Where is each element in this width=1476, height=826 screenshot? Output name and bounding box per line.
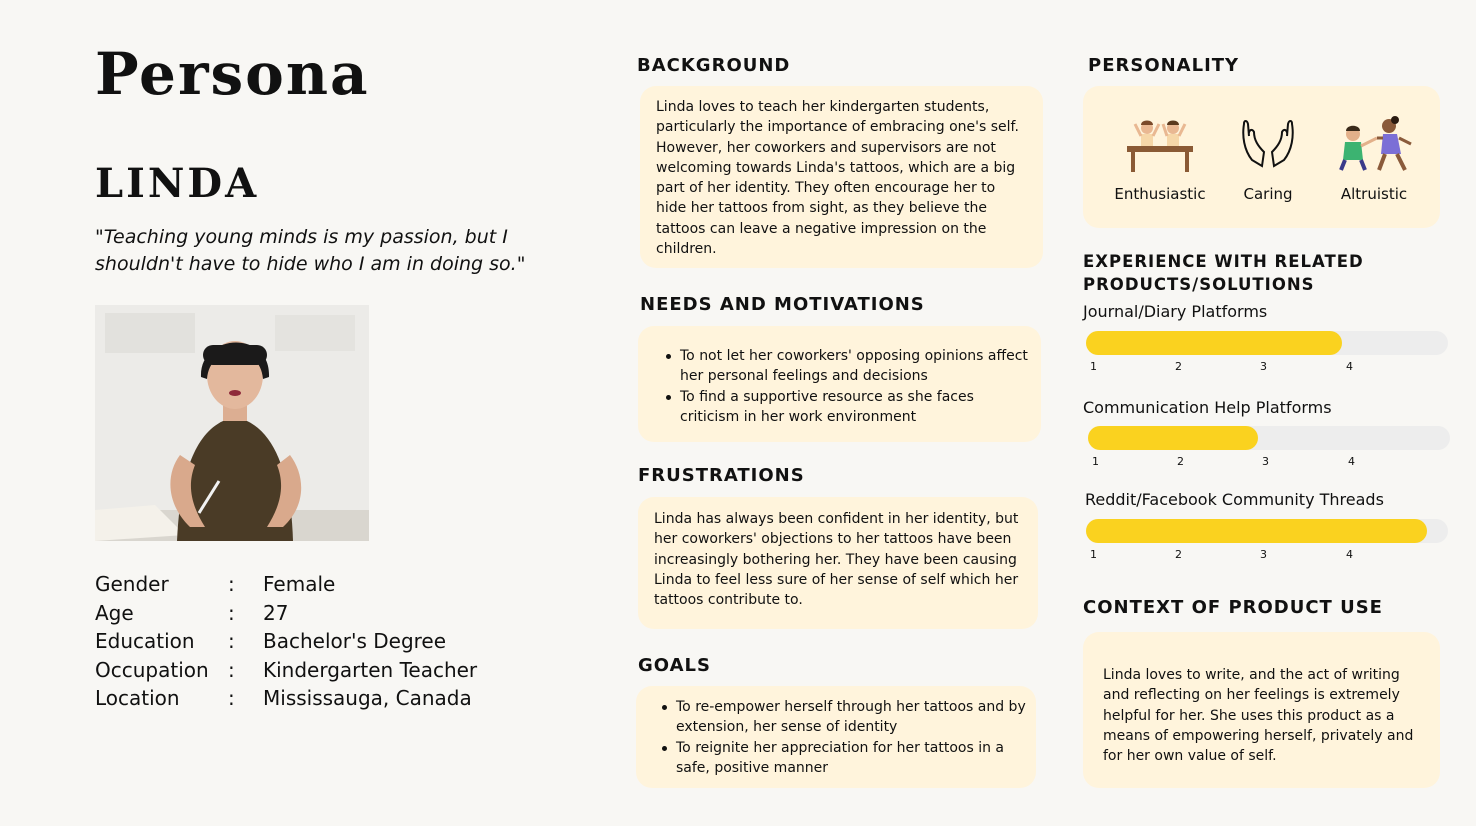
personality-card <box>1083 86 1440 228</box>
list-item: To find a supportive resource as she faces criticism in her work environment <box>664 387 1031 428</box>
goals-list <box>660 697 1026 778</box>
tick-label: 3 <box>1262 455 1269 468</box>
bar-label: Communication Help Platforms <box>1083 398 1332 417</box>
background-text: Linda loves to teach her kindergarten students, particularly the importance of embracing one's self. However, her coworkers and supervisors are not welcoming towards Linda's tattoos, which are a big part of her identity. They often encourage her to hide her tattoos from sight, as they believe the tattoos can leave a negative impression on the children. <box>656 99 1019 258</box>
tick-label: 4 <box>1346 360 1353 373</box>
bar-label: Journal/Diary Platforms <box>1083 302 1268 321</box>
persona-quote: "Teaching young minds is my passion, but I shouldn't have to hide who I am in doing so." <box>95 226 526 275</box>
fact-value: Female <box>263 572 336 596</box>
fact-value: 27 <box>263 600 289 625</box>
bar-fill <box>1086 519 1427 543</box>
tick-label: 1 <box>1090 548 1097 561</box>
page-title: Persona <box>95 40 370 108</box>
bar-fill <box>1088 426 1258 450</box>
frustrations-text: Linda has always been confident in her identity, but her coworkers' objections to her tattoos have been increasingly bothering her. They have been causing Linda to feel less sure of her sense of self which her tattoos contribute to. <box>654 511 1019 609</box>
tick-label: 1 <box>1092 455 1099 468</box>
trait-caring <box>1223 116 1313 204</box>
bar-ticks <box>1088 455 1450 469</box>
bar-track <box>1086 519 1448 543</box>
trait-label: Caring <box>1243 185 1293 203</box>
fact-separator: : <box>228 600 235 625</box>
bar-ticks <box>1086 360 1448 374</box>
list-item: To not let her coworkers' opposing opinions affect her personal feelings and decisions <box>664 346 1031 387</box>
trait-label: Altruistic <box>1340 185 1408 203</box>
personality-heading: PERSONALITY <box>1088 55 1240 76</box>
tick-label: 4 <box>1346 548 1353 561</box>
children-at-desk-icon <box>1125 116 1195 174</box>
fact-separator: : <box>228 572 235 596</box>
trait-enthusiastic <box>1105 116 1215 204</box>
tick-label: 3 <box>1260 548 1267 561</box>
context-card <box>1083 632 1440 788</box>
goals-card <box>636 686 1036 788</box>
bar-track <box>1086 331 1448 355</box>
fact-label: Age <box>95 600 134 625</box>
list-item: To re-empower herself through her tattoos and by extension, her sense of identity <box>660 697 1026 738</box>
goals-heading: GOALS <box>638 655 711 676</box>
frustrations-card <box>638 497 1038 629</box>
fact-label: Location <box>95 686 180 710</box>
open-hands-icon <box>1238 116 1298 174</box>
persona-name: LINDA <box>95 160 260 207</box>
frustrations-heading: FRUSTRATIONS <box>638 465 805 486</box>
persona-photo <box>95 305 369 541</box>
fact-value: Mississauga, Canada <box>263 686 472 710</box>
tick-label: 1 <box>1090 360 1097 373</box>
fact-value: Kindergarten Teacher <box>263 657 478 682</box>
background-heading: BACKGROUND <box>637 55 791 76</box>
trait-altruistic <box>1321 116 1427 204</box>
bar-ticks <box>1086 548 1448 562</box>
bar-label: Reddit/Facebook Community Threads <box>1085 490 1384 509</box>
tick-label: 2 <box>1177 455 1184 468</box>
bar-track <box>1088 426 1450 450</box>
list-item: To reignite her appreciation for her tattoos in a safe, positive manner <box>660 738 1026 779</box>
trait-label: Enthusiastic <box>1114 185 1206 203</box>
fact-value: Bachelor's Degree <box>263 629 447 653</box>
context-heading: CONTEXT OF PRODUCT USE <box>1083 597 1383 618</box>
tick-label: 4 <box>1348 455 1355 468</box>
fact-separator: : <box>228 686 235 710</box>
fact-label: Gender <box>95 572 169 596</box>
context-text: Linda loves to write, and the act of writing and reflecting on her feelings is extremely helpful for her. She uses this product as a means of empowering herself, privately and for her own value of self. <box>1103 667 1414 765</box>
fact-separator: : <box>228 657 235 682</box>
fact-label: Occupation <box>95 657 209 682</box>
tick-label: 3 <box>1260 360 1267 373</box>
needs-heading: NEEDS AND MOTIVATIONS <box>640 294 925 315</box>
tick-label: 2 <box>1175 548 1182 561</box>
needs-card <box>638 326 1041 442</box>
fact-label: Education <box>95 629 195 653</box>
background-card <box>640 86 1043 268</box>
fact-separator: : <box>228 629 235 653</box>
needs-list <box>664 346 1031 427</box>
bar-fill <box>1086 331 1342 355</box>
helping-children-icon <box>1331 116 1417 174</box>
tick-label: 2 <box>1175 360 1182 373</box>
experience-heading: EXPERIENCE WITH RELATED PRODUCTS/SOLUTIONS <box>1083 252 1364 294</box>
